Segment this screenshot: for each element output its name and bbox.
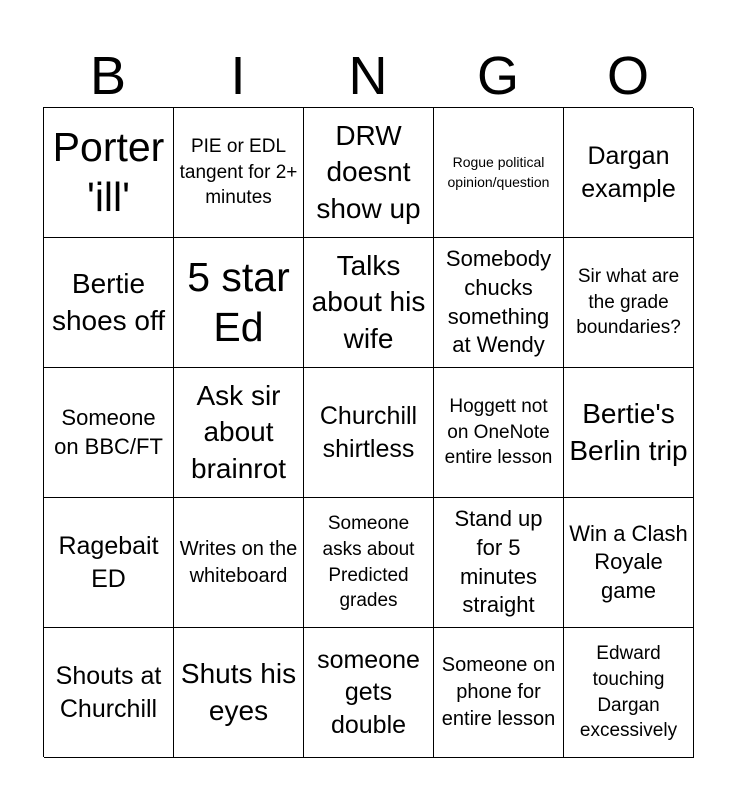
cell-text: DRW doesnt show up bbox=[316, 119, 421, 224]
cell-text: Sir what are the grade boundaries? bbox=[576, 266, 681, 339]
bingo-cell-r3-c5[interactable] bbox=[564, 368, 694, 498]
bingo-cell-r3-c1[interactable] bbox=[44, 368, 174, 498]
bingo-cell-r5-c1[interactable] bbox=[44, 628, 174, 758]
bingo-cell-r5-c4[interactable] bbox=[434, 628, 564, 758]
cell-text: Rogue political opinion/question bbox=[447, 153, 550, 190]
bingo-cell-r1-c1[interactable] bbox=[44, 108, 174, 238]
bingo-cell-r1-c5[interactable] bbox=[564, 108, 694, 238]
header-letter-n: N bbox=[348, 46, 388, 106]
bingo-cell-r2-c1[interactable] bbox=[44, 238, 174, 368]
bingo-cell-r2-c4[interactable] bbox=[434, 238, 564, 368]
cell-text: Someone on BBC/FT bbox=[54, 404, 163, 459]
cell-text: Ask sir about brainrot bbox=[191, 379, 286, 484]
bingo-cell-r1-c4[interactable] bbox=[434, 108, 564, 238]
cell-text: Hoggett not on OneNote entire lesson bbox=[444, 396, 553, 469]
bingo-cell-r3-c3[interactable] bbox=[304, 368, 434, 498]
cell-text: 5 star Ed bbox=[187, 254, 290, 350]
bingo-cell-r5-c5[interactable] bbox=[564, 628, 694, 758]
bingo-cell-r4-c5[interactable] bbox=[564, 498, 694, 628]
bingo-cell-r4-c4[interactable] bbox=[434, 498, 564, 628]
bingo-cell-r5-c3[interactable] bbox=[304, 628, 434, 758]
bingo-cell-r3-c4[interactable] bbox=[434, 368, 564, 498]
cell-text: Stand up for 5 minutes straight bbox=[454, 506, 543, 618]
cell-text: PIE or EDL tangent for 2+ minutes bbox=[179, 136, 298, 209]
cell-text: Shouts at Churchill bbox=[55, 662, 162, 723]
cell-text: Someone asks about Predicted grades bbox=[322, 513, 415, 612]
bingo-cell-r2-c2[interactable] bbox=[174, 238, 304, 368]
bingo-cell-r1-c3[interactable] bbox=[304, 108, 434, 238]
cell-text: Dargan example bbox=[581, 142, 676, 203]
cell-text: Porter 'ill' bbox=[52, 124, 165, 220]
bingo-cell-r4-c3[interactable] bbox=[304, 498, 434, 628]
bingo-header bbox=[43, 46, 693, 106]
bingo-cell-r4-c2[interactable] bbox=[174, 498, 304, 628]
bingo-cell-r2-c3[interactable] bbox=[304, 238, 434, 368]
bingo-cell-r2-c5[interactable] bbox=[564, 238, 694, 368]
header-letter-i: I bbox=[230, 46, 246, 106]
cell-text: Someone on phone for entire lesson bbox=[441, 654, 556, 730]
cell-text: Edward touching Dargan excessively bbox=[579, 643, 678, 742]
cell-text: Win a Clash Royale game bbox=[569, 520, 688, 603]
cell-text: Somebody chucks something at Wendy bbox=[445, 246, 552, 358]
cell-text: Bertie's Berlin trip bbox=[569, 398, 688, 466]
header-letter-g: G bbox=[476, 46, 519, 106]
bingo-cell-r3-c2[interactable] bbox=[174, 368, 304, 498]
cell-text: Bertie shoes off bbox=[51, 268, 166, 336]
header-letter-b: B bbox=[89, 46, 127, 106]
cell-text: Writes on the whiteboard bbox=[179, 537, 298, 587]
cell-text: Churchill shirtless bbox=[319, 402, 418, 463]
bingo-board bbox=[43, 107, 693, 757]
cell-text: Shuts his eyes bbox=[180, 658, 297, 726]
bingo-cell-r5-c2[interactable] bbox=[174, 628, 304, 758]
bingo-cell-r1-c2[interactable] bbox=[174, 108, 304, 238]
cell-text: someone gets double bbox=[317, 645, 420, 739]
header-letter-o: O bbox=[606, 46, 649, 106]
bingo-cell-r4-c1[interactable] bbox=[44, 498, 174, 628]
cell-text: Ragebait ED bbox=[58, 532, 159, 593]
cell-text: Talks about his wife bbox=[311, 249, 426, 354]
